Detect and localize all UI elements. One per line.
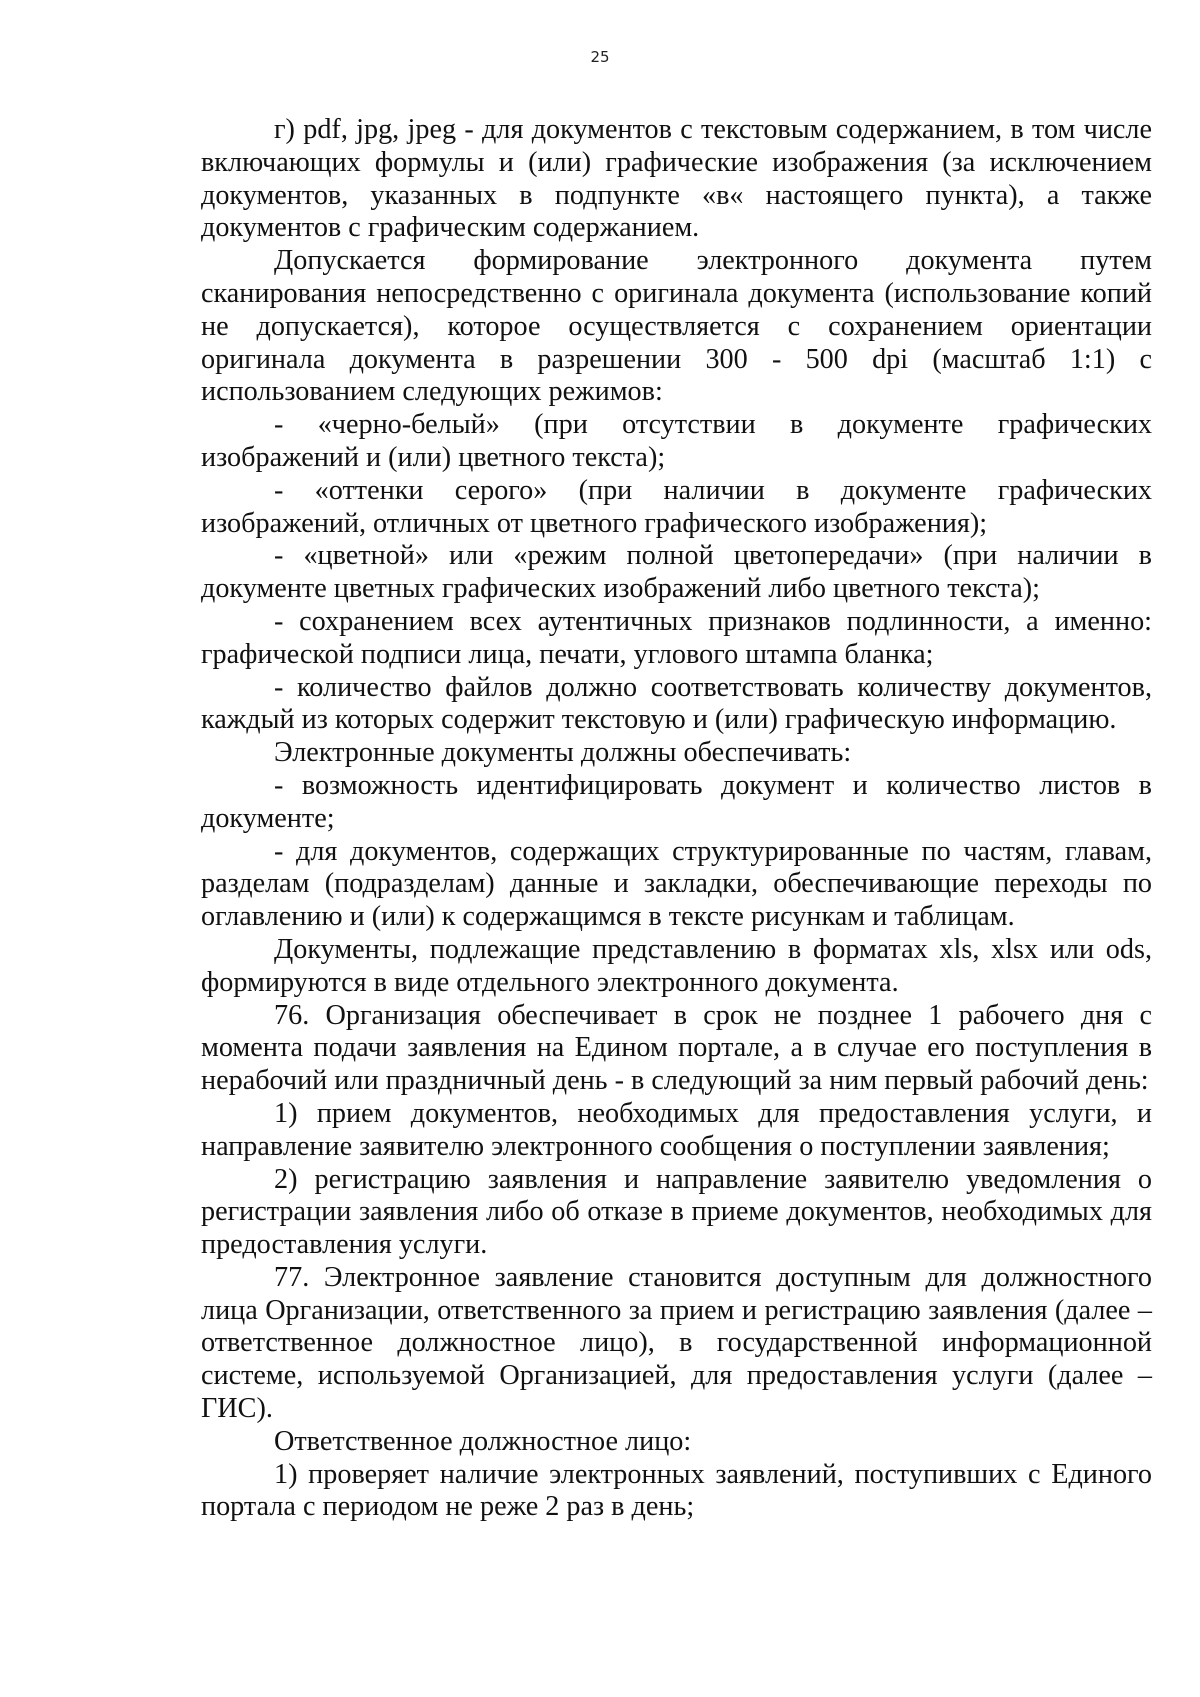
document-body	[201, 114, 1152, 1524]
paragraph-clause-76-item-1: 1) прием документов, необходимых для предоставления услуги, и направление заявителю электронного сообщения о поступлении заявления;	[201, 1097, 1152, 1162]
paragraph-scanning-allowed: Допускается формирование электронного документа путем сканирования непосредственно с оригинала документа (использование копий не допускается), которое осуществляется с сохранением ориентации оригинала документа в разрешении 300 - 500 dpi (масштаб 1:1) с использованием следующих режимов:	[201, 245, 1152, 408]
paragraph-spreadsheet-formats: Документы, подлежащие представлению в форматах xls, xlsx или ods, формируются в виде отдельного электронного документа.	[201, 933, 1152, 998]
page-number: 25	[590, 48, 610, 66]
paragraph-mode-grayscale: - «оттенки серого» (при наличии в документе графических изображений, отличных от цветного графического изображения);	[201, 474, 1152, 539]
paragraph-clause-77: 77. Электронное заявление становится доступным для должностного лица Организации, ответственного за прием и регистрацию заявления (далее – ответственное должностное лицо), в государственной информационной системе, используемой Организацией, для предоставления услуги (далее – ГИС).	[201, 1261, 1152, 1425]
paragraph-mode-color: - «цветной» или «режим полной цветопередачи» (при наличии в документе цветных графических изображений либо цветного текста);	[201, 540, 1152, 605]
paragraph-clause-76-item-2: 2) регистрацию заявления и направление заявителю уведомления о регистрации заявления либо об отказе в приеме документов, необходимых для предоставления услуги.	[201, 1163, 1152, 1261]
paragraph-authenticity: - сохранением всех аутентичных признаков подлинности, а именно: графической подписи лица, печати, углового штампа бланка;	[201, 605, 1152, 670]
paragraph-file-count: - количество файлов должно соответствовать количеству документов, каждый из которых содержит текстовую и (или) графическую информацию.	[201, 671, 1152, 736]
paragraph-structured-documents: - для документов, содержащих структурированные по частям, главам, разделам (подразделам) данные и закладки, обеспечивающие переходы по оглавлению и (или) к содержащимся в тексте рисункам и таблицам.	[201, 835, 1152, 933]
paragraph-format-g: г) pdf, jpg, jpeg - для документов с текстовым содержанием, в том числе включающих формулы и (или) графические изображения (за исключением документов, указанных в подпункте «в« настоящего пункта), а также документов с графическим содержанием.	[201, 114, 1152, 244]
paragraph-clause-76: 76. Организация обеспечивает в срок не позднее 1 рабочего дня с момента подачи заявления на Едином портале, а в случае его поступления в нерабочий или праздничный день - в следующий за ним первый рабочий день:	[201, 999, 1152, 1097]
paragraph-responsible-official: Ответственное должностное лицо:	[274, 1425, 692, 1457]
paragraph-identify-document: - возможность идентифицировать документ и количество листов в документе;	[201, 769, 1152, 834]
paragraph-responsible-item-1: 1) проверяет наличие электронных заявлений, поступивших с Единого портала с периодом не реже 2 раз в день;	[201, 1458, 1152, 1523]
paragraph-mode-black-white: - «черно-белый» (при отсутствии в документе графических изображений и (или) цветного текста);	[201, 409, 1152, 473]
paragraph-electronic-docs-requirements: Электронные документы должны обеспечивать:	[274, 737, 852, 769]
